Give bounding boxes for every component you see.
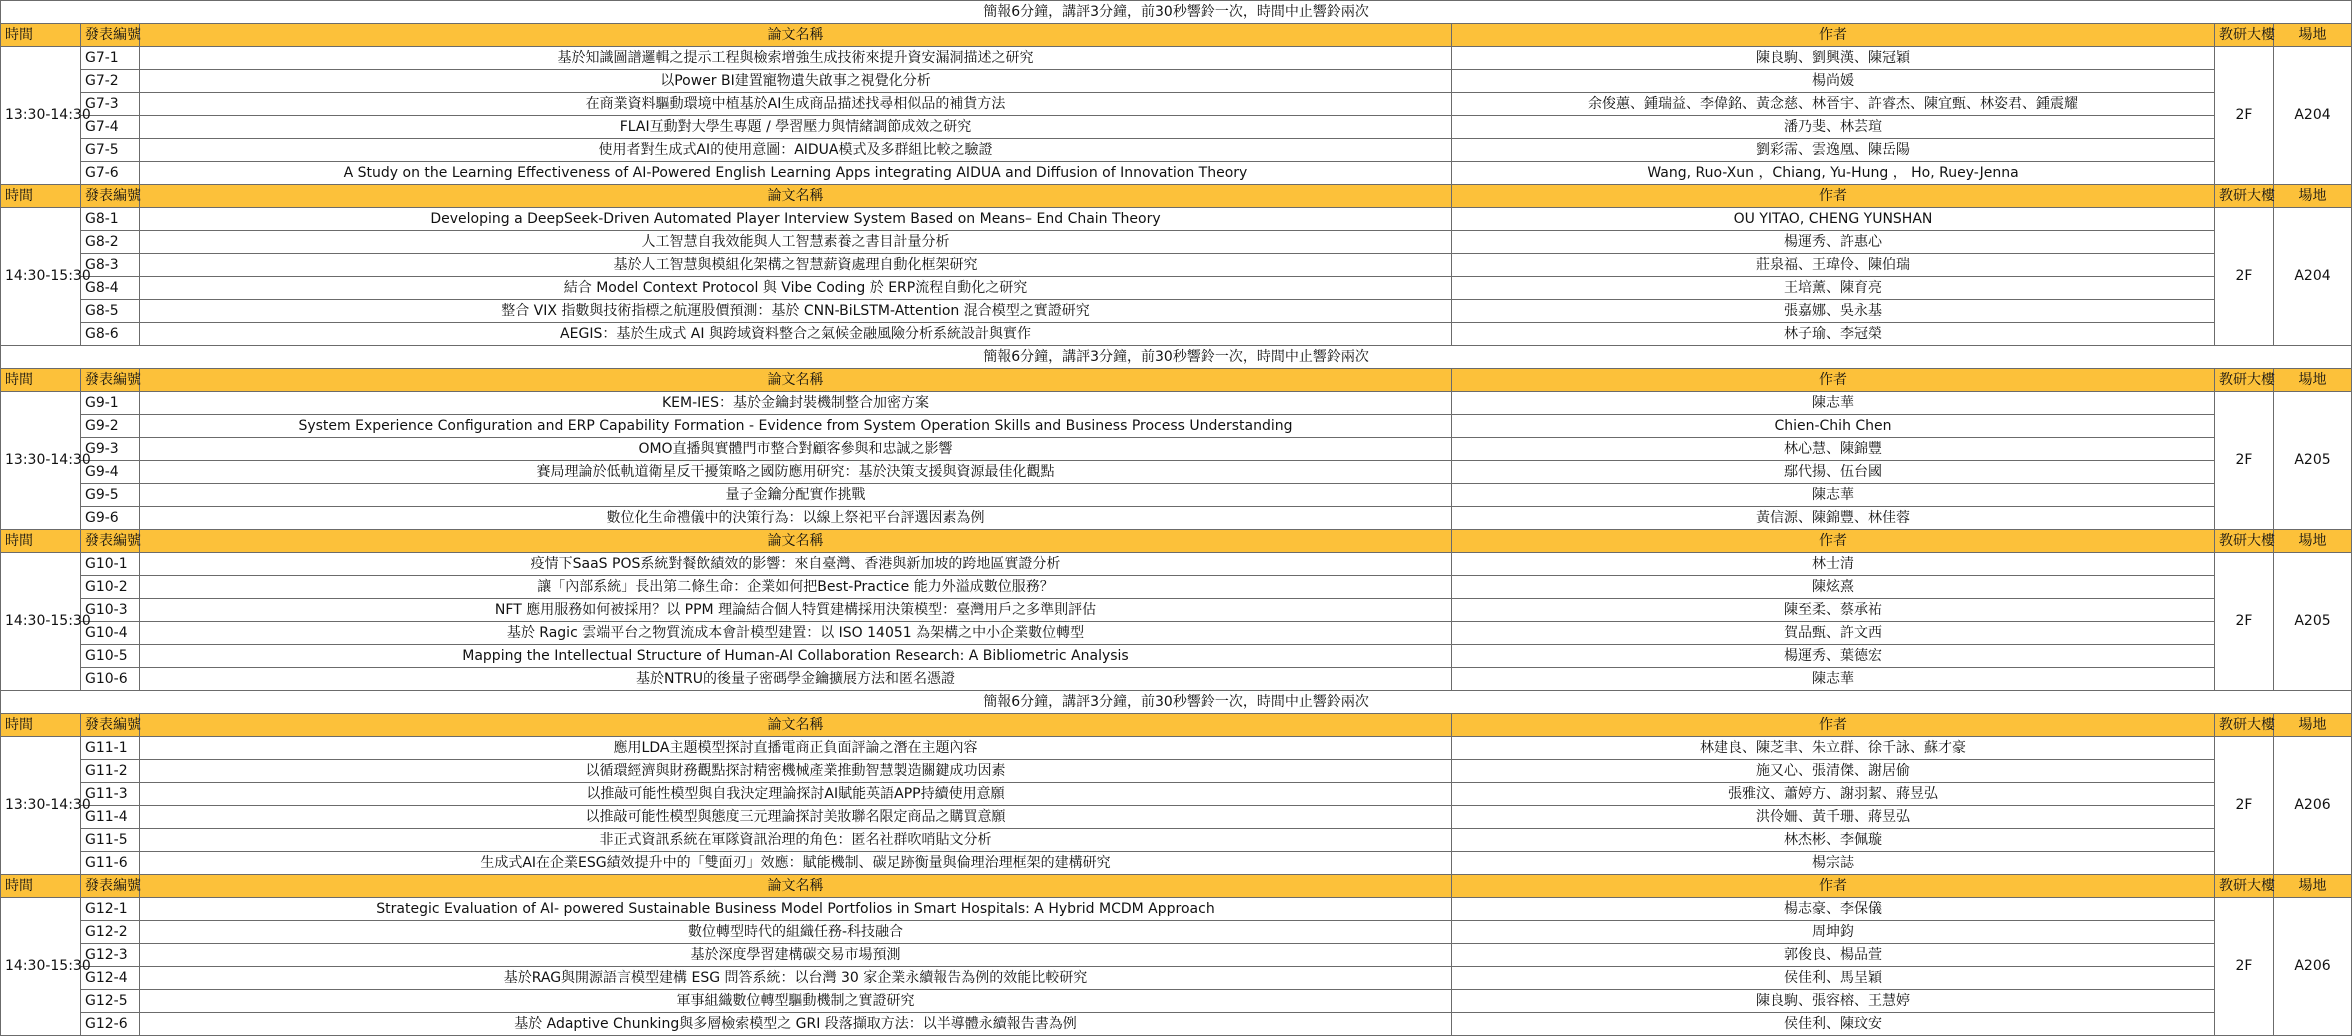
header-building: 教研大樓 xyxy=(2215,714,2274,737)
paper-row xyxy=(1,783,2352,806)
header-time: 時間 xyxy=(1,530,81,553)
header-room: 場地 xyxy=(2274,185,2352,208)
paper-code: G7-1 xyxy=(81,47,140,70)
session-room: A206 xyxy=(2274,737,2352,875)
paper-row xyxy=(1,806,2352,829)
paper-code: G8-4 xyxy=(81,277,140,300)
paper-code: G7-5 xyxy=(81,139,140,162)
header-title: 論文名稱 xyxy=(140,369,1452,392)
paper-row xyxy=(1,116,2352,139)
paper-title: System Experience Configuration and ERP Capability Formation - Evidence from System Operation Skills and Business Process Understanding xyxy=(140,415,1452,438)
header-room: 場地 xyxy=(2274,530,2352,553)
paper-title: Developing a DeepSeek-Driven Automated Player Interview System Based on Means– End Chain Theory xyxy=(140,208,1452,231)
paper-authors: 林建良、陳芝聿、朱立群、徐千詠、蘇才豪 xyxy=(1452,737,2215,760)
paper-row xyxy=(1,829,2352,852)
paper-code: G11-3 xyxy=(81,783,140,806)
paper-row xyxy=(1,254,2352,277)
paper-authors: 余俊蕙、鍾瑞益、李偉銘、黃念慈、林晉宇、許睿杰、陳宜甄、林姿君、鍾震耀 xyxy=(1452,93,2215,116)
paper-authors: 張雅汶、蕭婷方、謝羽絜、蔣昱弘 xyxy=(1452,783,2215,806)
paper-authors: 王培薰、陳育亮 xyxy=(1452,277,2215,300)
paper-authors: 張嘉娜、吳永基 xyxy=(1452,300,2215,323)
paper-row xyxy=(1,737,2352,760)
header-room: 場地 xyxy=(2274,369,2352,392)
paper-title: A Study on the Learning Effectiveness of AI-Powered English Learning Apps integrating AIDUA and Diffusion of Innovation Theory xyxy=(140,162,1452,185)
paper-title: 生成式AI在企業ESG績效提升中的「雙面刃」效應：賦能機制、碳足跡衡量與倫理治理框架的建構研究 xyxy=(140,852,1452,875)
paper-row xyxy=(1,162,2352,185)
header-title: 論文名稱 xyxy=(140,530,1452,553)
paper-code: G9-1 xyxy=(81,392,140,415)
paper-code: G9-5 xyxy=(81,484,140,507)
paper-title: 非正式資訊系統在軍隊資訊治理的角色：匿名社群吹哨貼文分析 xyxy=(140,829,1452,852)
paper-code: G12-1 xyxy=(81,898,140,921)
paper-title: Mapping the Intellectual Structure of Human-AI Collaboration Research: A Bibliometric Analysis xyxy=(140,645,1452,668)
header-authors: 作者 xyxy=(1452,875,2215,898)
paper-authors: 林子瑜、李冠榮 xyxy=(1452,323,2215,346)
header-code: 發表編號 xyxy=(81,714,140,737)
paper-title: 使用者對生成式AI的使用意圖：AIDUA模式及多群組比較之驗證 xyxy=(140,139,1452,162)
paper-authors: 劉彩霈、雲逸凰、陳岳陽 xyxy=(1452,139,2215,162)
header-room: 場地 xyxy=(2274,24,2352,47)
header-code: 發表編號 xyxy=(81,185,140,208)
paper-row xyxy=(1,231,2352,254)
paper-title: 基於NTRU的後量子密碼學金鑰擴展方法和匿名憑證 xyxy=(140,668,1452,691)
header-time: 時間 xyxy=(1,714,81,737)
header-building: 教研大樓 xyxy=(2215,369,2274,392)
paper-code: G9-2 xyxy=(81,415,140,438)
header-authors: 作者 xyxy=(1452,714,2215,737)
paper-row xyxy=(1,622,2352,645)
header-title: 論文名稱 xyxy=(140,714,1452,737)
header-code: 發表編號 xyxy=(81,875,140,898)
session-room: A205 xyxy=(2274,392,2352,530)
paper-row xyxy=(1,392,2352,415)
session-room: A204 xyxy=(2274,208,2352,346)
paper-authors: 楊運秀、葉德宏 xyxy=(1452,645,2215,668)
notice-text: 簡報6分鐘，講評3分鐘，前30秒響鈴一次，時間中止響鈴兩次 xyxy=(1,1,2352,24)
paper-row xyxy=(1,507,2352,530)
paper-code: G12-5 xyxy=(81,990,140,1013)
session-building-floor: 2F xyxy=(2215,737,2274,875)
paper-title: 讓「內部系統」長出第二條生命：企業如何把Best-Practice 能力外溢成數位服務？ xyxy=(140,576,1452,599)
paper-title: 數位轉型時代的組織任務-科技融合 xyxy=(140,921,1452,944)
notice-row xyxy=(1,346,2352,369)
paper-row xyxy=(1,461,2352,484)
paper-row xyxy=(1,668,2352,691)
paper-code: G8-2 xyxy=(81,231,140,254)
paper-title: 賽局理論於低軌道衛星反干擾策略之國防應用研究：基於決策支援與資源最佳化觀點 xyxy=(140,461,1452,484)
paper-code: G11-1 xyxy=(81,737,140,760)
paper-code: G7-4 xyxy=(81,116,140,139)
paper-authors: 林士清 xyxy=(1452,553,2215,576)
paper-code: G10-5 xyxy=(81,645,140,668)
paper-code: G8-6 xyxy=(81,323,140,346)
paper-code: G7-2 xyxy=(81,70,140,93)
paper-row xyxy=(1,47,2352,70)
header-time: 時間 xyxy=(1,185,81,208)
header-title: 論文名稱 xyxy=(140,24,1452,47)
header-authors: 作者 xyxy=(1452,24,2215,47)
paper-authors: 周坤鈞 xyxy=(1452,921,2215,944)
paper-code: G9-3 xyxy=(81,438,140,461)
notice-row xyxy=(1,1,2352,24)
paper-authors: 楊志豪、李保儀 xyxy=(1452,898,2215,921)
paper-title: NFT 應用服務如何被採用？以 PPM 理論結合個人特質建構採用決策模型：臺灣用戶之多準則評估 xyxy=(140,599,1452,622)
paper-authors: Chien-Chih Chen xyxy=(1452,415,2215,438)
paper-code: G10-6 xyxy=(81,668,140,691)
paper-code: G12-4 xyxy=(81,967,140,990)
paper-code: G7-3 xyxy=(81,93,140,116)
paper-authors: OU YITAO, CHENG YUNSHAN xyxy=(1452,208,2215,231)
notice-row xyxy=(1,691,2352,714)
paper-title: 量子金鑰分配實作挑戰 xyxy=(140,484,1452,507)
paper-code: G10-2 xyxy=(81,576,140,599)
session-time: 13:30-14:30 xyxy=(1,737,81,875)
paper-authors: 陳良駒、劉興漢、陳冠穎 xyxy=(1452,47,2215,70)
paper-row xyxy=(1,967,2352,990)
session-time: 13:30-14:30 xyxy=(1,47,81,185)
header-time: 時間 xyxy=(1,24,81,47)
paper-row xyxy=(1,277,2352,300)
paper-authors: 陳志華 xyxy=(1452,668,2215,691)
session-building-floor: 2F xyxy=(2215,898,2274,1036)
paper-code: G12-3 xyxy=(81,944,140,967)
session-building-floor: 2F xyxy=(2215,553,2274,691)
notice-text: 簡報6分鐘，講評3分鐘，前30秒響鈴一次，時間中止響鈴兩次 xyxy=(1,691,2352,714)
paper-title: KEM-IES：基於金鑰封裝機制整合加密方案 xyxy=(140,392,1452,415)
header-building: 教研大樓 xyxy=(2215,530,2274,553)
header-room: 場地 xyxy=(2274,875,2352,898)
paper-code: G10-1 xyxy=(81,553,140,576)
paper-row xyxy=(1,898,2352,921)
paper-row xyxy=(1,576,2352,599)
paper-title: 基於人工智慧與模組化架構之智慧薪資處理自動化框架研究 xyxy=(140,254,1452,277)
paper-code: G9-4 xyxy=(81,461,140,484)
paper-row xyxy=(1,484,2352,507)
paper-authors: 陳炫熹 xyxy=(1452,576,2215,599)
paper-title: 結合 Model Context Protocol 與 Vibe Coding 於 ERP流程自動化之研究 xyxy=(140,277,1452,300)
paper-title: 基於 Ragic 雲端平台之物質流成本會計模型建置：以 ISO 14051 為架構之中小企業數位轉型 xyxy=(140,622,1452,645)
paper-authors: 施又心、張清傑、謝居偷 xyxy=(1452,760,2215,783)
session-header-row xyxy=(1,875,2352,898)
paper-row xyxy=(1,208,2352,231)
notice-text: 簡報6分鐘，講評3分鐘，前30秒響鈴一次，時間中止響鈴兩次 xyxy=(1,346,2352,369)
paper-row xyxy=(1,438,2352,461)
session-time: 14:30-15:30 xyxy=(1,208,81,346)
session-room: A205 xyxy=(2274,553,2352,691)
paper-title: AEGIS：基於生成式 AI 與跨域資料整合之氣候金融風險分析系統設計與實作 xyxy=(140,323,1452,346)
header-time: 時間 xyxy=(1,875,81,898)
paper-code: G8-1 xyxy=(81,208,140,231)
paper-authors: 侯佳利、馬呈穎 xyxy=(1452,967,2215,990)
paper-title: OMO直播與實體門市整合對顧客參與和忠誠之影響 xyxy=(140,438,1452,461)
paper-title: FLAI互動對大學生專題 / 學習壓力與情緒調節成效之研究 xyxy=(140,116,1452,139)
paper-code: G9-6 xyxy=(81,507,140,530)
paper-authors: 陳良駒、張容榕、王慧婷 xyxy=(1452,990,2215,1013)
paper-authors: 陳志華 xyxy=(1452,392,2215,415)
paper-title: 整合 VIX 指數與技術指標之航運股價預測：基於 CNN-BiLSTM-Attention 混合模型之實證研究 xyxy=(140,300,1452,323)
paper-authors: 楊尚媛 xyxy=(1452,70,2215,93)
paper-title: 人工智慧自我效能與人工智慧素養之書目計量分析 xyxy=(140,231,1452,254)
session-building-floor: 2F xyxy=(2215,392,2274,530)
paper-code: G11-2 xyxy=(81,760,140,783)
paper-authors: 郭俊良、楊品萱 xyxy=(1452,944,2215,967)
paper-authors: 陳至柔、蔡承祐 xyxy=(1452,599,2215,622)
paper-row xyxy=(1,415,2352,438)
paper-row xyxy=(1,1013,2352,1036)
session-header-row xyxy=(1,185,2352,208)
session-time: 14:30-15:30 xyxy=(1,553,81,691)
paper-title: 數位化生命禮儀中的決策行為：以線上祭祀平台評選因素為例 xyxy=(140,507,1452,530)
header-building: 教研大樓 xyxy=(2215,185,2274,208)
paper-title: 基於知識圖譜邏輯之提示工程與檢索增強生成技術來提升資安漏洞描述之研究 xyxy=(140,47,1452,70)
paper-authors: 鄢代揚、伍台國 xyxy=(1452,461,2215,484)
header-time: 時間 xyxy=(1,369,81,392)
paper-row xyxy=(1,300,2352,323)
header-code: 發表編號 xyxy=(81,24,140,47)
header-code: 發表編號 xyxy=(81,530,140,553)
paper-title: 以推敲可能性模型與自我決定理論探討AI賦能英語APP持續使用意願 xyxy=(140,783,1452,806)
paper-authors: 林杰彬、李佩璇 xyxy=(1452,829,2215,852)
paper-code: G12-2 xyxy=(81,921,140,944)
paper-row xyxy=(1,760,2352,783)
session-room: A204 xyxy=(2274,47,2352,185)
paper-row xyxy=(1,990,2352,1013)
paper-authors: 賀品甄、許文西 xyxy=(1452,622,2215,645)
header-room: 場地 xyxy=(2274,714,2352,737)
paper-row xyxy=(1,553,2352,576)
paper-code: G12-6 xyxy=(81,1013,140,1036)
paper-row xyxy=(1,93,2352,116)
header-title: 論文名稱 xyxy=(140,185,1452,208)
paper-code: G8-5 xyxy=(81,300,140,323)
paper-code: G11-5 xyxy=(81,829,140,852)
paper-title: 應用LDA主題模型探討直播電商正負面評論之潛在主題內容 xyxy=(140,737,1452,760)
paper-row xyxy=(1,852,2352,875)
paper-authors: Wang, Ruo-Xun ，Chiang, Yu-Hung ， Ho, Ruey-Jenna xyxy=(1452,162,2215,185)
paper-row xyxy=(1,70,2352,93)
paper-code: G10-3 xyxy=(81,599,140,622)
paper-authors: 潘乃斐、林芸瑄 xyxy=(1452,116,2215,139)
paper-title: 基於 Adaptive Chunking與多層檢索模型之 GRI 段落擷取方法：以半導體永續報告書為例 xyxy=(140,1013,1452,1036)
paper-title: 軍事組織數位轉型驅動機制之實證研究 xyxy=(140,990,1452,1013)
paper-row xyxy=(1,645,2352,668)
header-title: 論文名稱 xyxy=(140,875,1452,898)
header-authors: 作者 xyxy=(1452,369,2215,392)
paper-authors: 洪伶姍、黃千珊、蔣昱弘 xyxy=(1452,806,2215,829)
header-building: 教研大樓 xyxy=(2215,875,2274,898)
paper-authors: 侯佳利、陳玟安 xyxy=(1452,1013,2215,1036)
paper-authors: 楊宗誌 xyxy=(1452,852,2215,875)
session-room: A206 xyxy=(2274,898,2352,1036)
paper-title: 在商業資料驅動環境中植基於AI生成商品描述找尋相似品的補貨方法 xyxy=(140,93,1452,116)
paper-row xyxy=(1,921,2352,944)
paper-title: 疫情下SaaS POS系統對餐飲績效的影響：來自臺灣、香港與新加坡的跨地區實證分析 xyxy=(140,553,1452,576)
paper-code: G8-3 xyxy=(81,254,140,277)
paper-title: 基於深度學習建構碳交易市場預測 xyxy=(140,944,1452,967)
session-header-row xyxy=(1,24,2352,47)
header-building: 教研大樓 xyxy=(2215,24,2274,47)
session-time: 13:30-14:30 xyxy=(1,392,81,530)
paper-row xyxy=(1,599,2352,622)
paper-title: Strategic Evaluation of AI- powered Sustainable Business Model Portfolios in Smart Hospitals: A Hybrid MCDM Approach xyxy=(140,898,1452,921)
paper-authors: 陳志華 xyxy=(1452,484,2215,507)
header-code: 發表編號 xyxy=(81,369,140,392)
paper-row xyxy=(1,139,2352,162)
paper-code: G11-6 xyxy=(81,852,140,875)
paper-title: 以循環經濟與財務觀點探討精密機械產業推動智慧製造關鍵成功因素 xyxy=(140,760,1452,783)
paper-row xyxy=(1,323,2352,346)
paper-authors: 黃信源、陳錦豐、林佳蓉 xyxy=(1452,507,2215,530)
session-header-row xyxy=(1,369,2352,392)
paper-title: 以Power BI建置寵物遺失啟事之視覺化分析 xyxy=(140,70,1452,93)
session-header-row xyxy=(1,530,2352,553)
paper-authors: 莊泉福、王瑋伶、陳伯瑞 xyxy=(1452,254,2215,277)
header-authors: 作者 xyxy=(1452,530,2215,553)
paper-code: G11-4 xyxy=(81,806,140,829)
paper-title: 基於RAG與開源語言模型建構 ESG 問答系統：以台灣 30 家企業永續報告為例的效能比較研究 xyxy=(140,967,1452,990)
paper-authors: 楊運秀、許惠心 xyxy=(1452,231,2215,254)
header-authors: 作者 xyxy=(1452,185,2215,208)
schedule-body xyxy=(1,1,2352,1036)
paper-title: 以推敲可能性模型與態度三元理論探討美妝聯名限定商品之購買意願 xyxy=(140,806,1452,829)
paper-authors: 林心慧、陳錦豐 xyxy=(1452,438,2215,461)
paper-code: G10-4 xyxy=(81,622,140,645)
session-time: 14:30-15:30 xyxy=(1,898,81,1036)
paper-row xyxy=(1,944,2352,967)
session-building-floor: 2F xyxy=(2215,208,2274,346)
session-header-row xyxy=(1,714,2352,737)
paper-code: G7-6 xyxy=(81,162,140,185)
session-building-floor: 2F xyxy=(2215,47,2274,185)
